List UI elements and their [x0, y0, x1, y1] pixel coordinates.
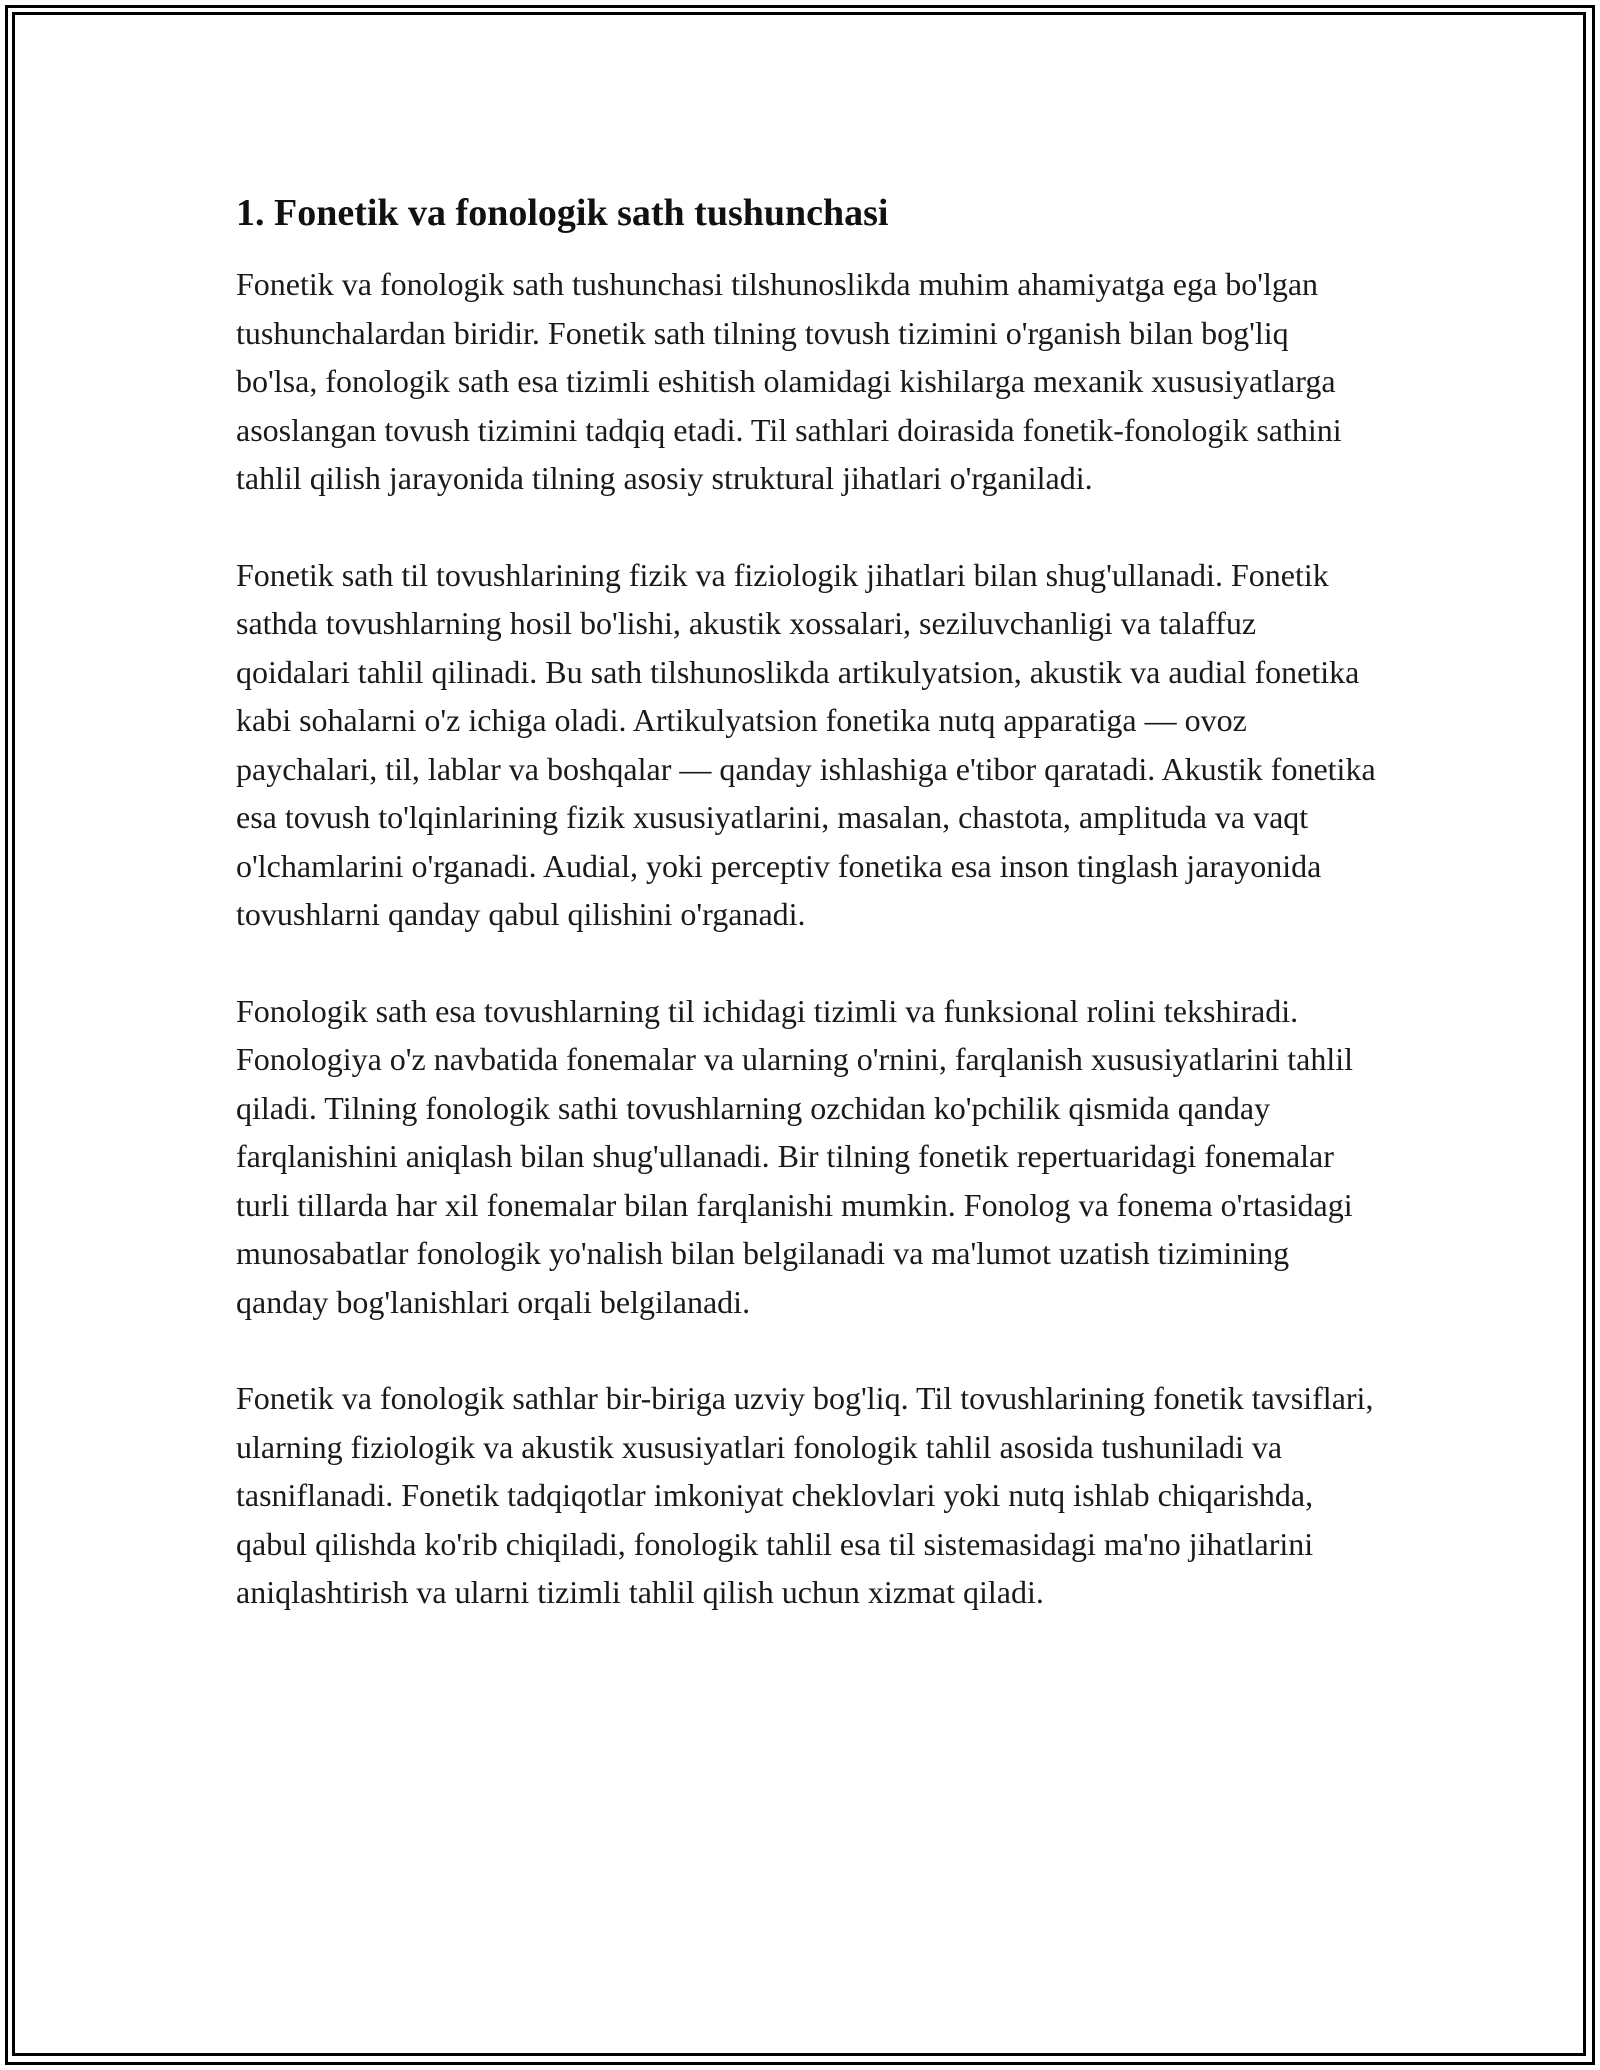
section-heading: 1. Fonetik va fonologik sath tushunchasi: [236, 192, 889, 234]
paragraph-3: Fonologik sath esa tovushlarning til ichidagi tizimli va funksional rolini tekshiradi. Fonologiya o'z navbatida fonemalar va ularning o'rnini, farqlanish xususiyatlarini tahlil qiladi. Tilning fonologik sathi tovushlarning ozchidan ko'pchilik qismida qanday farqlanishini aniqlash bilan shug'ullanadi. Bir tilning fonetik repertuaridagi fonemalar turli tillarda har xil fonemalar bilan farqlanishi mumkin. Fonolog va fonema o'rtasidagi munosabatlar fonologik yo'nalish bilan belgilanadi va ma'lumot uzatish tizimining qanday bog'lanishlari orqali belgilanadi.: [236, 992, 1354, 1320]
paragraph-4: Fonetik va fonologik sathlar bir-biriga uzviy bog'liq. Til tovushlarining fonetik tavsiflari, ularning fiziologik va akustik xususiyatlari fonologik tahlil asosida tushuniladi va tasniflanadi. Fonetik tadqiqotlar imkoniyat cheklovlari yoki nutq ishlab chiqarishda, qabul qilishda ko'rib chiqiladi, fonologik tahlil esa til sistemasidagi ma'no jihatlarini aniqlashtirish va ularni tizimli tahlil qilish uchun xizmat qiladi.: [236, 1380, 1374, 1610]
paragraph-1: Fonetik va fonologik sath tushunchasi tilshunoslikda muhim ahamiyatga ega bo'lgan tushunchalardan biridir. Fonetik sath tilning tovush tizimini o'rganish bilan bog'liq bo'lsa, fonologik sath esa tizimli eshitish olamidagi kishilarga mexanik xususiyatlarga asoslangan tovush tizimini tadqiq etadi. Til sathlari doirasida fonetik-fonologik sathini tahlil qilish jarayonida tilning asosiy struktural jihatlari o'rganiladi.: [236, 266, 1342, 496]
paragraph-2: Fonetik sath til tovushlarining fizik va fiziologik jihatlari bilan shug'ullanadi. Fonetik sathda tovushlarning hosil bo'lishi, akustik xossalari, seziluvchanligi va talaffuz qoidalari tahlil qilinadi. Bu sath tilshunoslikda artikulyatsion, akustik va audial fonetika kabi sohalarni o'z ichiga oladi. Artikulyatsion fonetika nutq apparatiga — ovoz paychalari, til, lablar va boshqalar — qanday ishlashiga e'tibor qaratadi. Akustik fonetika esa tovush to'lqinlarining fizik xususiyatlarini, masalan, chastota, amplituda va vaqt o'lchamlarini o'rganadi. Audial, yoki perceptiv fonetika esa inson tinglash jarayonida tovushlarni qanday qabul qilishini o'rganadi.: [236, 556, 1376, 932]
document-body: [236, 188, 1376, 1665]
